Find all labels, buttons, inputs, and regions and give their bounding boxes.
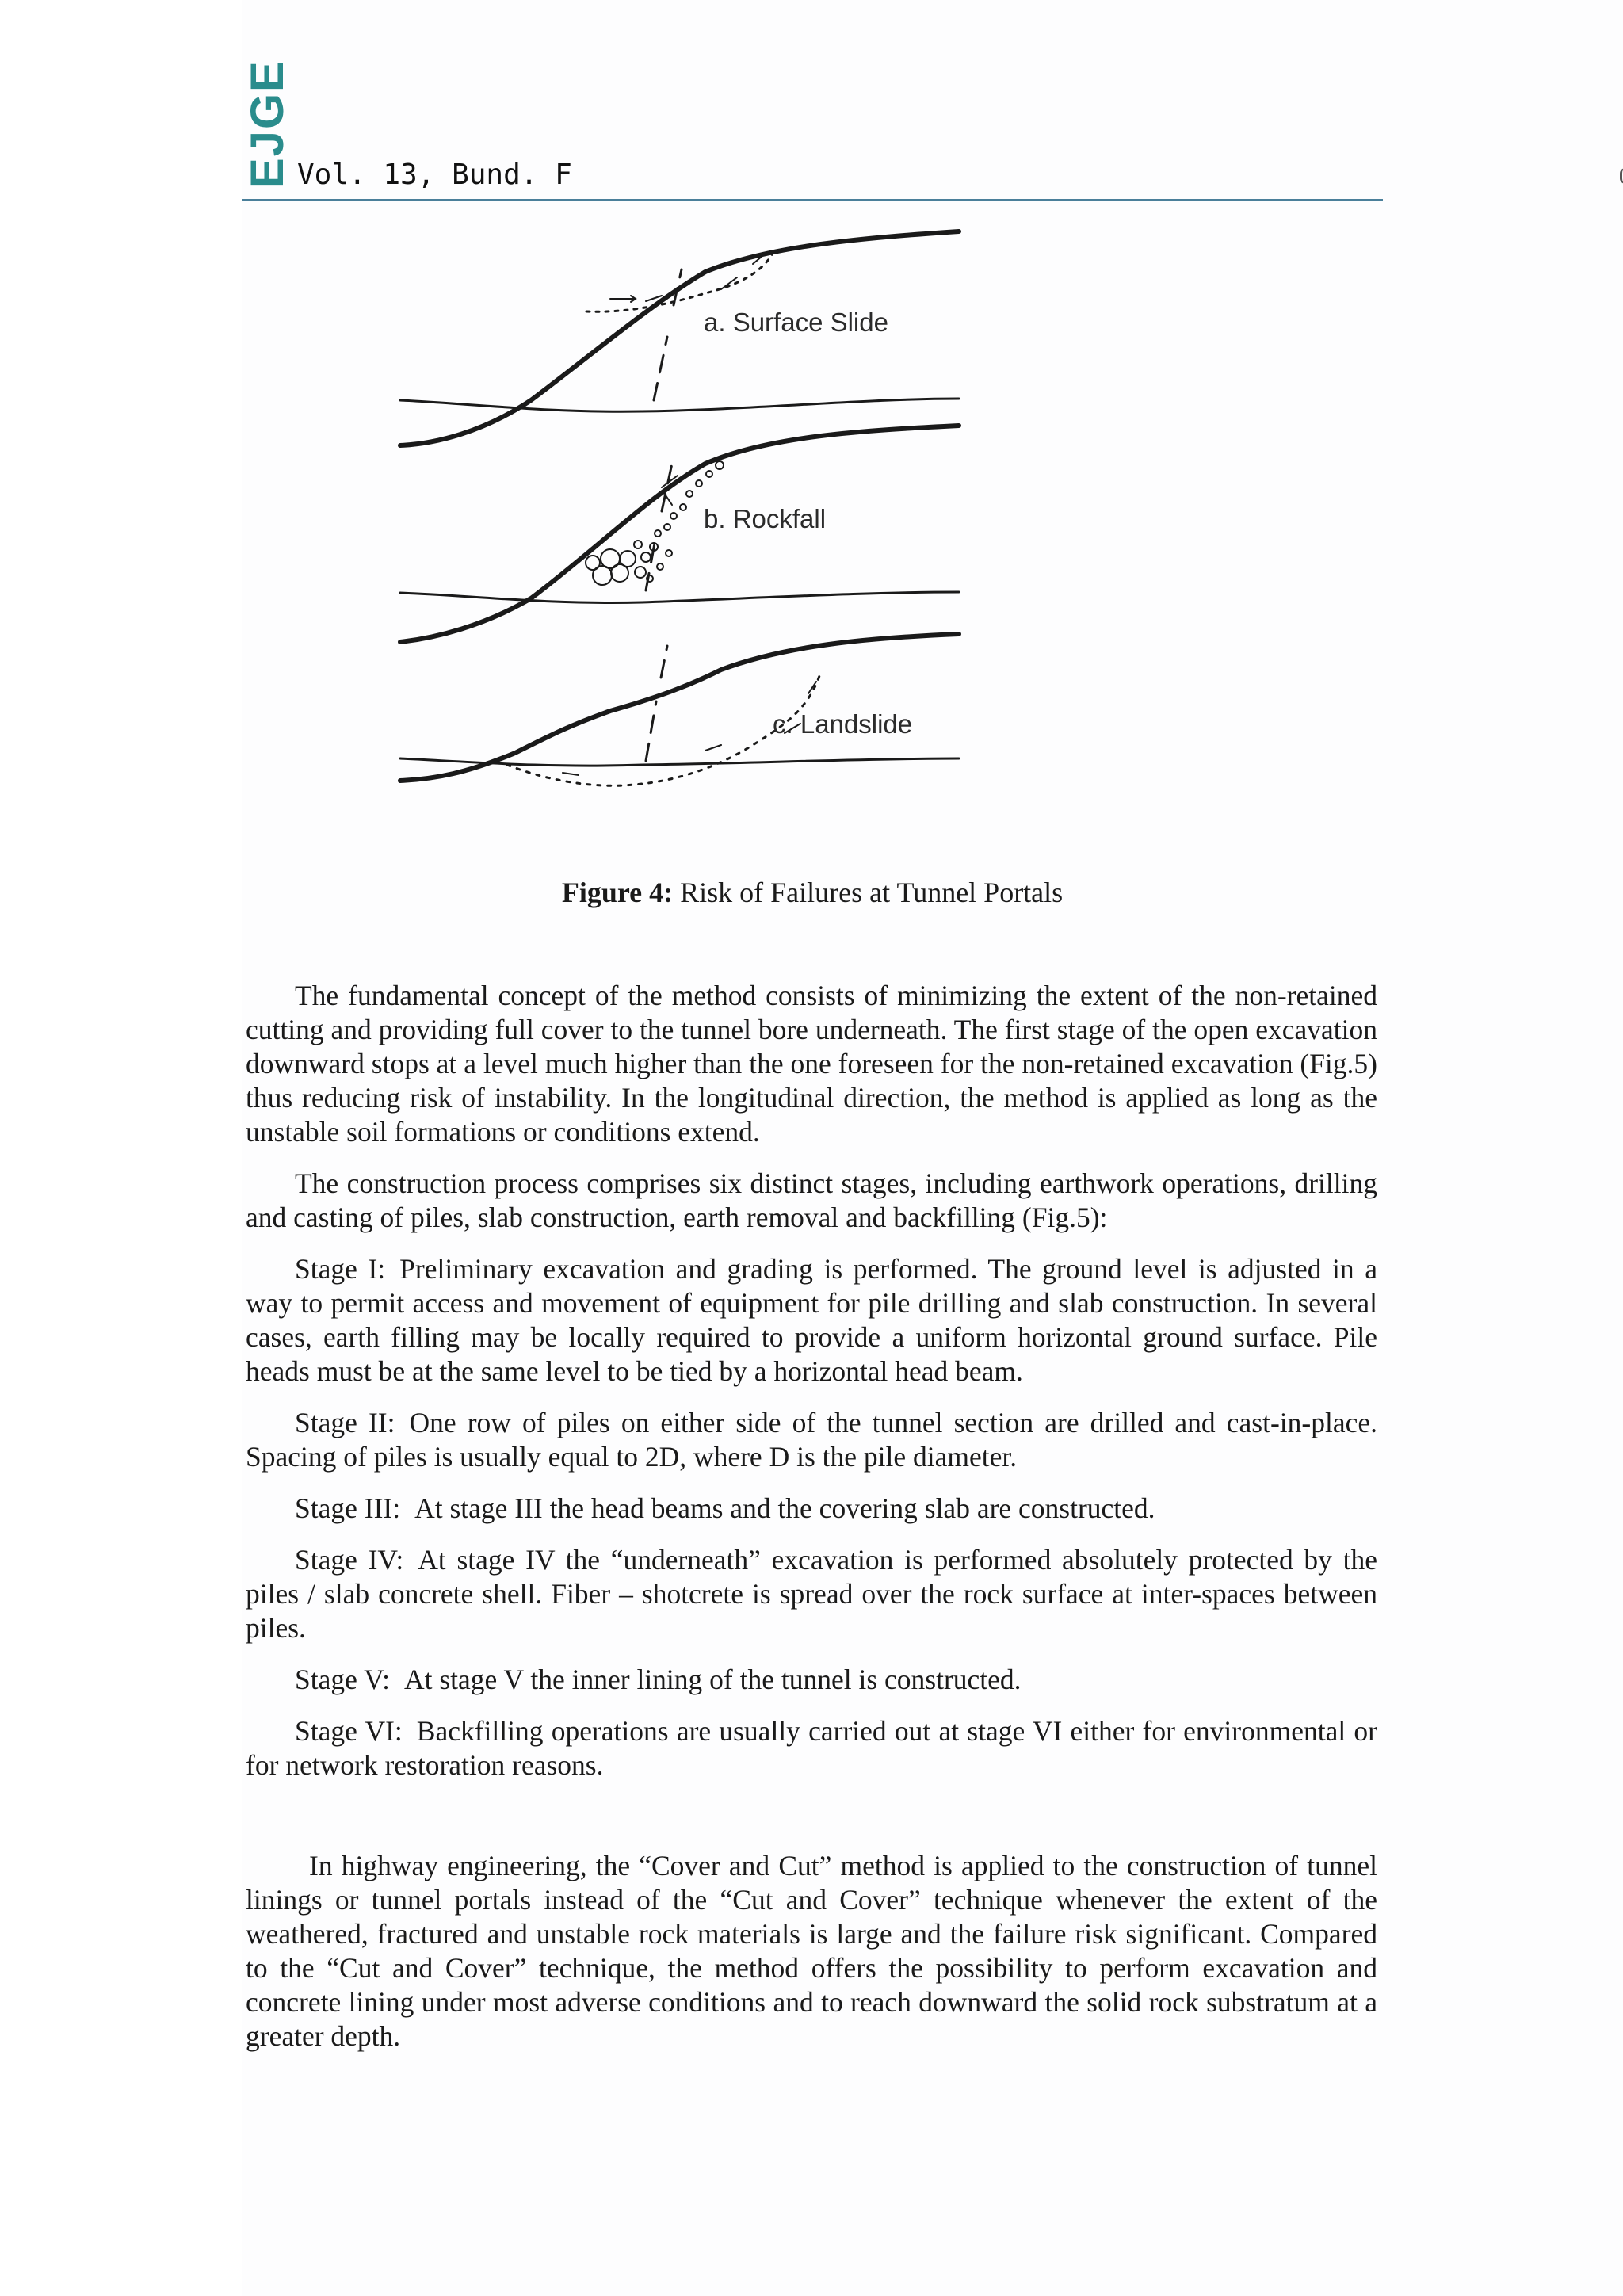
stage-label: Stage I:	[295, 1253, 386, 1285]
edge-mark	[1620, 168, 1623, 184]
label-landslide: c. Landslide	[773, 709, 913, 739]
stage-2	[246, 1406, 1377, 1474]
stage-6	[246, 1714, 1377, 1782]
paragraph-process: The construction process comprises six distinct stages, including earthwork operations, drilling and casting of piles, slab construction, earth removal and backfilling (Fig.5):	[246, 1167, 1377, 1233]
paragraph-highway: In highway engineering, the “Cover and Cut” method is applied to the construction of tunnel linings or tunnel portals instead of the “Cut and Cover” technique whenever the extent of the weathered, fractured and unstable rock materials is large and the failure risk significant. Compared to the “Cut and Cover” technique, the method offers the possibility to perform excavation and concrete lining under most adverse conditions and to reach downward the solid rock substratum at a greater depth.	[246, 1850, 1377, 2052]
figure-caption	[242, 876, 1383, 909]
stage-4	[246, 1543, 1377, 1645]
stage-text: One row of piles on either side of the tunnel section are drilled and cast-in-place. Spacing of piles is usually equal to 2D, where D is the pile diameter.	[246, 1407, 1377, 1473]
stage-text: At stage IV the “underneath” excavation is performed absolutely protected by the piles / slab concrete shell. Fiber – shotcrete is spread over the rock surface at inter-spaces between piles.	[246, 1544, 1377, 1644]
stage-label: Stage VI:	[295, 1715, 403, 1747]
tunnel-portal-failure-diagram	[388, 226, 1197, 804]
stage-text: Preliminary excavation and grading is performed. The ground level is adjusted in a way to permit access and movement of equipment for pile drilling and slab construction. In several cases, earth filling may be locally required to provide a uniform horizontal ground surface. Pile heads must be at the same level to be tied by a horizontal head beam.	[246, 1253, 1377, 1387]
paragraph-concept: The fundamental concept of the method consists of minimizing the extent of the non-retained cutting and providing full cover to the tunnel bore underneath. The first stage of the open excavation downward stops at a level much higher than the one foreseen for the non-retained excavation (Fig.5) thus reducing risk of instability. In the longitudinal direction, the method is applied as long as the unstable soil formations or conditions extend.	[246, 980, 1377, 1148]
stage-label: Stage III:	[295, 1492, 401, 1524]
figure-4	[388, 226, 1197, 804]
page-header	[242, 59, 1383, 203]
caption-label: Figure 4:	[561, 877, 674, 908]
volume-label: Vol. 13, Bund. F	[297, 159, 572, 191]
stage-5	[246, 1663, 1377, 1697]
panel-landslide	[400, 634, 959, 785]
panel-rockfall	[400, 426, 959, 642]
stage-text: Backfilling operations are usually carried out at stage VI either for environmental or for network restoration reasons.	[246, 1715, 1377, 1781]
stage-label: Stage V:	[295, 1664, 390, 1695]
stage-text: At stage III the head beams and the covering slab are constructed.	[414, 1492, 1155, 1524]
label-surface-slide: a. Surface Slide	[704, 308, 888, 337]
stage-label: Stage II:	[295, 1407, 395, 1438]
stage-label: Stage IV:	[295, 1544, 404, 1576]
stage-text: At stage V the inner lining of the tunnel is constructed.	[403, 1664, 1022, 1695]
highway-section	[246, 1849, 1377, 2071]
journal-logo: EJGE	[242, 59, 293, 189]
stage-3	[246, 1492, 1377, 1526]
header-divider	[242, 199, 1383, 201]
caption-text: Risk of Failures at Tunnel Portals	[673, 877, 1064, 908]
panel-surface-slide	[400, 231, 959, 445]
body-section	[246, 979, 1377, 1800]
label-rockfall: b. Rockfall	[704, 504, 827, 533]
stage-1	[246, 1252, 1377, 1389]
